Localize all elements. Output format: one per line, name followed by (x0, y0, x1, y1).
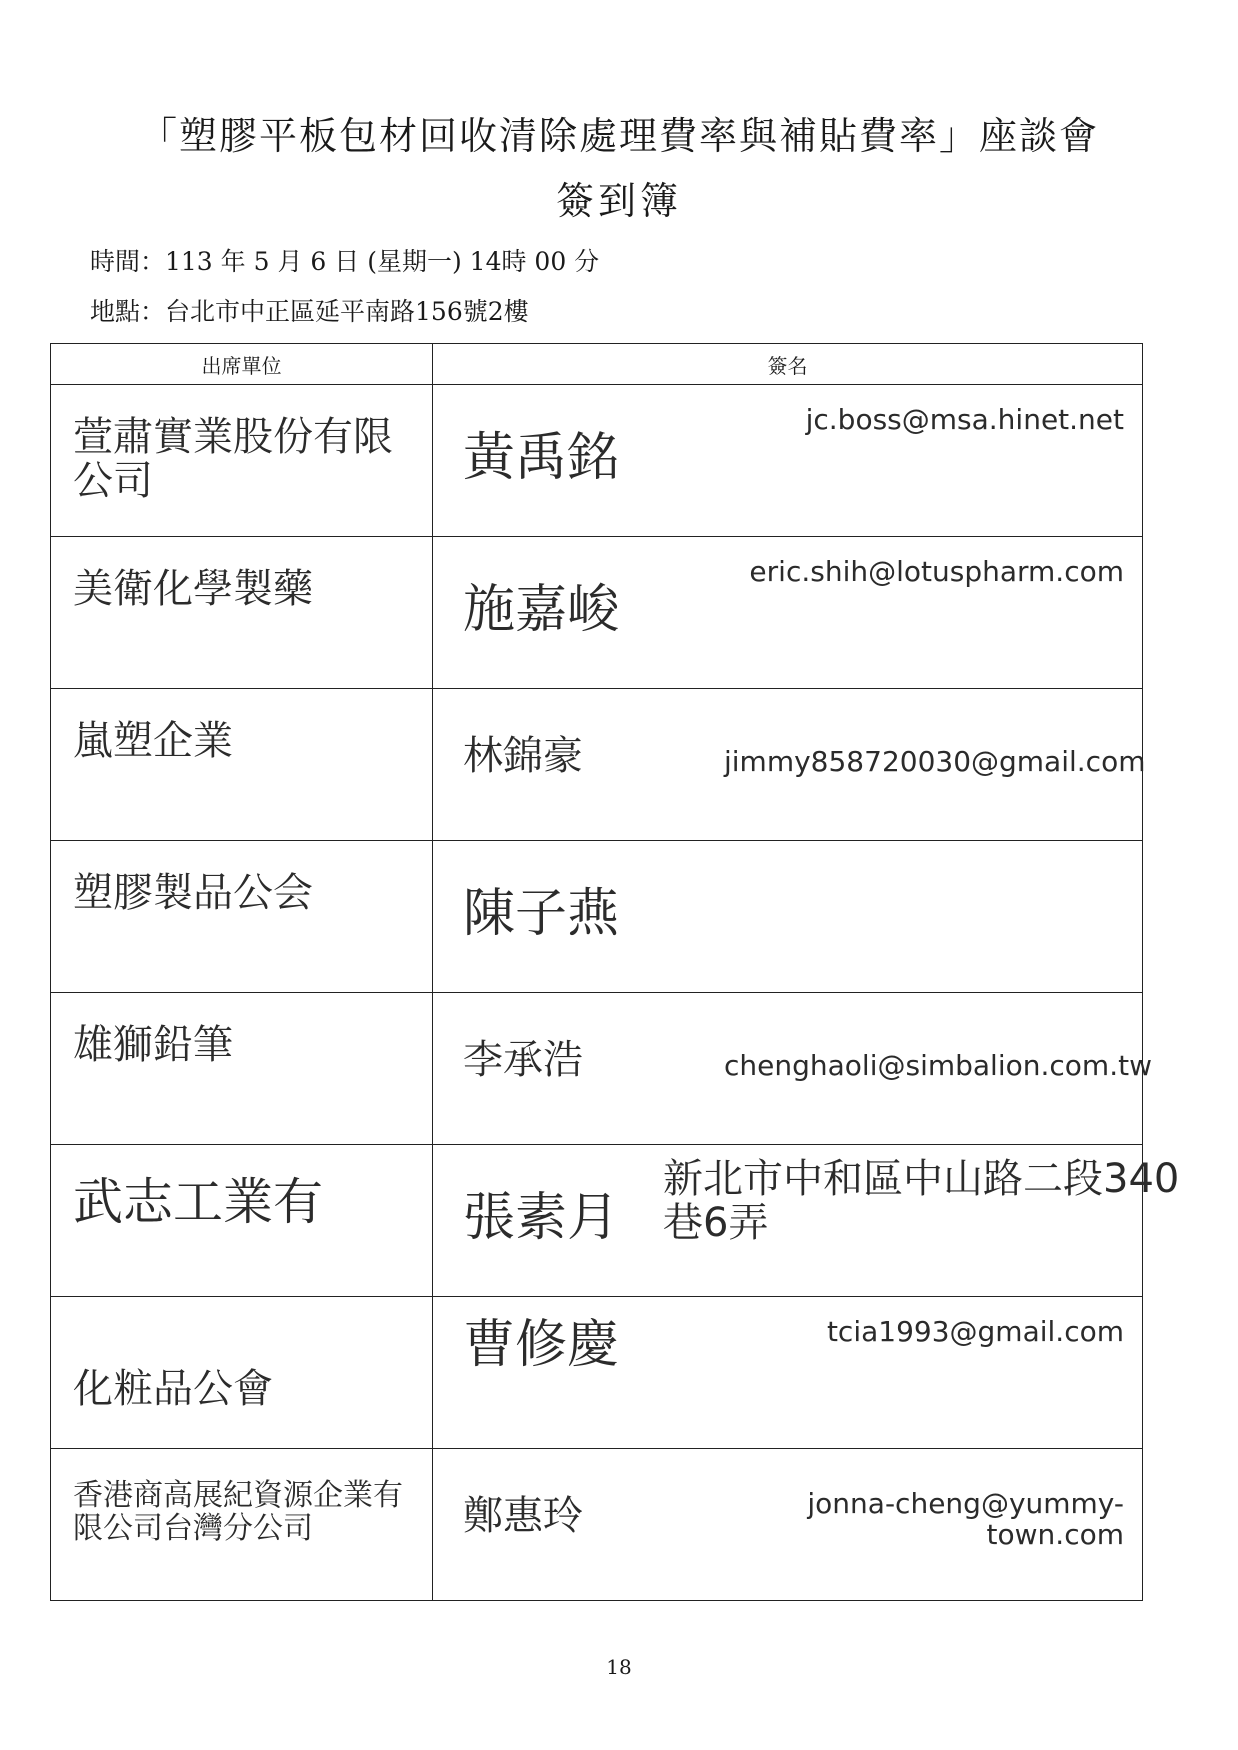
signature-handwriting: 施嘉峻 (463, 580, 620, 640)
signature-cell (433, 537, 1143, 689)
table-row (51, 993, 1143, 1145)
contact-handwriting: jonna-cheng@yummy-town.com (807, 1487, 1124, 1551)
signature-handwriting: 陳子燕 (463, 884, 620, 944)
table-row (51, 1145, 1143, 1297)
signature-cell (433, 385, 1143, 537)
organization-cell (51, 689, 433, 841)
signature-handwriting: 張素月 (463, 1188, 620, 1248)
contact-handwriting: tcia1993@gmail.com (826, 1315, 1124, 1348)
organization-handwriting: 香港商高展紀資源企業有限公司台灣分公司 (73, 1478, 403, 1546)
organization-handwriting: 化粧品公會 (73, 1366, 273, 1412)
contact-handwriting: eric.shih@lotuspharm.com (749, 555, 1124, 588)
table-row (51, 537, 1143, 689)
header-signature: 簽名 (433, 344, 1143, 385)
meeting-place: 地點：台北市中正區延平南路156號2樓 (90, 297, 529, 326)
meeting-time: 時間：113 年 5 月 6 日 (星期一) 14時 00 分 (90, 247, 600, 276)
table-header-row (51, 344, 1143, 385)
signature-cell (433, 1297, 1143, 1449)
table-row (51, 689, 1143, 841)
signature-cell (433, 841, 1143, 993)
signature-handwriting: 李承浩 (463, 1037, 583, 1083)
organization-handwriting: 武志工業有 (73, 1173, 323, 1231)
contact-handwriting: jc.boss@msa.hinet.net (805, 403, 1124, 436)
organization-cell (51, 537, 433, 689)
signature-cell (433, 1145, 1180, 1297)
attendance-table (50, 343, 1180, 1601)
contact-handwriting: jimmy858720030@gmail.com (724, 745, 1146, 778)
organization-handwriting: 塑膠製品公会 (73, 870, 313, 916)
table-row (51, 1449, 1143, 1601)
table-row (51, 385, 1143, 537)
contact-handwriting: 新北市中和區中山路二段340巷6弄 (663, 1156, 1180, 1246)
signature-handwriting: 鄭惠玲 (463, 1493, 583, 1539)
organization-handwriting: 雄獅鉛筆 (73, 1022, 233, 1068)
organization-cell (51, 1449, 433, 1601)
document-subtitle: 簽到簿 (555, 179, 682, 223)
organization-cell (51, 993, 433, 1145)
organization-cell (51, 841, 433, 993)
document-title: 「塑膠平板包材回收清除處理費率與補貼費率」座談會 (138, 114, 1099, 158)
table-row (51, 841, 1143, 993)
header-organization: 出席單位 (51, 344, 433, 385)
signature-cell (433, 689, 1146, 841)
page-number: 18 (606, 1655, 632, 1679)
table-row (51, 1297, 1143, 1449)
organization-handwriting: 美衛化學製藥 (73, 566, 313, 612)
organization-cell (51, 385, 433, 537)
organization-cell (51, 1145, 433, 1297)
contact-handwriting: chenghaoli@simbalion.com.tw (724, 1049, 1152, 1082)
signature-cell (433, 1449, 1143, 1601)
organization-cell (51, 1297, 433, 1449)
signature-cell (433, 993, 1152, 1145)
signature-handwriting: 曹修慶 (463, 1315, 620, 1375)
organization-handwriting: 嵐塑企業 (73, 718, 233, 764)
signature-handwriting: 黃禹銘 (463, 428, 620, 488)
organization-handwriting: 萱肅實業股份有限公司 (73, 414, 393, 504)
signature-handwriting: 林錦豪 (463, 733, 583, 779)
